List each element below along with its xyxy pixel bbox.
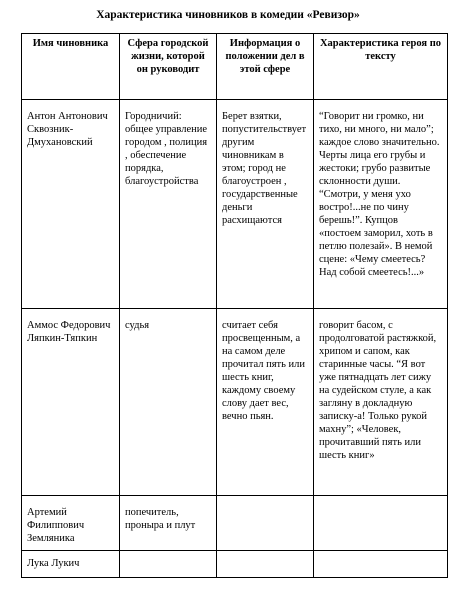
table-row	[22, 309, 448, 496]
table-row	[22, 496, 448, 551]
characteristic-cell	[314, 551, 448, 578]
officials-table	[21, 33, 448, 578]
info-cell	[217, 496, 314, 551]
characteristic-cell: “Говорит ни громко, ни тихо, ни много, ни мало”; каждое слово значительно. Черты лица его грубы и жестоки; грубо развитые склонности души. “Смотри, у меня ухо востро!...не по чину берешь!”. Купцов «постоем заморил, хоть в петлю полезай». В немой сцене: «Чему смеетесь? Над собой смеетесь!...»	[314, 100, 448, 309]
header-name: Имя чиновника	[22, 34, 120, 100]
characteristic-cell: говорит басом, с продолговатой растяжкой, хрипом и сапом, как старинные часы. “Я вот уже пятнадцать лет сижу на судейском стуле, а как загляну в докладную записку-а! Только рукой махну”; «Человек, прочитавший пять или шесть книг»	[314, 309, 448, 496]
official-name-cell: Аммос Федорович Ляпкин-Тяпкин	[22, 309, 120, 496]
sphere-cell	[120, 551, 217, 578]
characteristic-cell	[314, 496, 448, 551]
header-sphere: Сфера городской жизни, которой он руководит	[120, 34, 217, 100]
table-row	[22, 100, 448, 309]
official-name-cell: Артемий Филиппович Земляника	[22, 496, 120, 551]
header-info: Информация о положении дел в этой сфере	[217, 34, 314, 100]
sphere-cell: судья	[120, 309, 217, 496]
table-row	[22, 551, 448, 578]
table-header-row	[22, 34, 448, 100]
info-cell: Берет взятки, попустительствует другим чиновникам в этом; город не благоустроен , государственные деньги расхищаются	[217, 100, 314, 309]
official-name-cell: Антон Антонович Сквозник-Дмухановский	[22, 100, 120, 309]
sphere-cell: Городничий: общее управление городом , полиция , обеспечение порядка, благоустройства	[120, 100, 217, 309]
header-characteristic: Характеристика героя по тексту	[314, 34, 448, 100]
info-cell: считает себя просвещенным, а на самом деле прочитал пять или шесть книг, каждому своему слову дает вес, вечно пьян.	[217, 309, 314, 496]
official-name-cell: Лука Лукич	[22, 551, 120, 578]
sphere-cell: попечитель, проныра и плут	[120, 496, 217, 551]
document-title: Характеристика чиновников в комедии «Ревизор»	[96, 9, 360, 21]
info-cell	[217, 551, 314, 578]
